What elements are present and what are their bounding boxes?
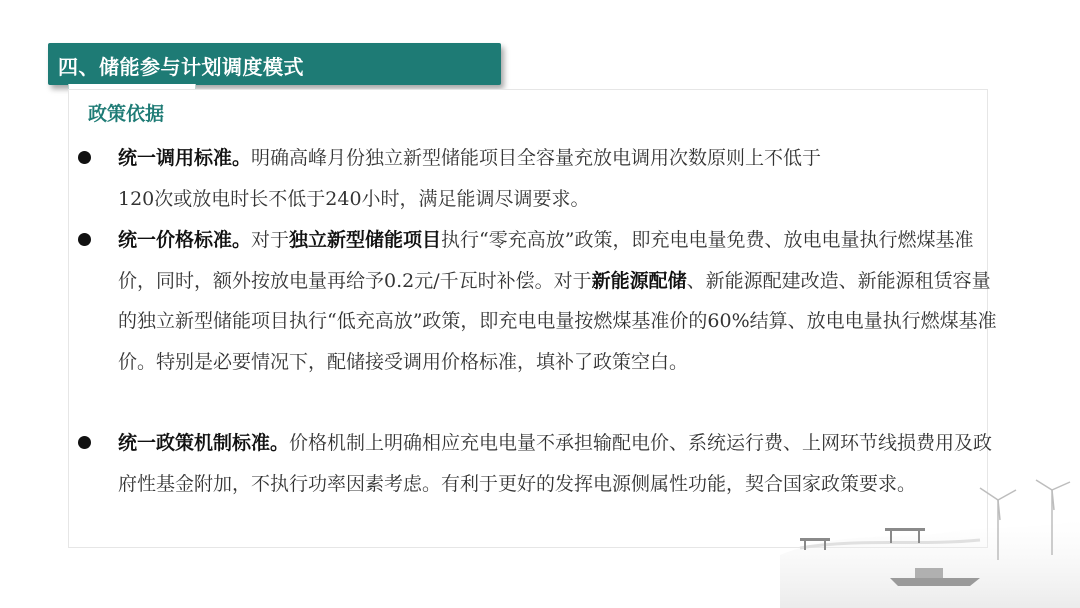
bullet-text <box>118 138 998 219</box>
bullet-body: 执行“零充高放”政策，即充电电量免费、放电电量执行燃煤基准价，同时，额外按放电量再给予0.2元/千瓦时补偿。对于 <box>118 229 974 292</box>
page-title: 四、储能参与计划调度模式 <box>58 55 304 79</box>
bullet-dot-icon <box>78 151 91 164</box>
bullet-dot-icon <box>78 436 91 449</box>
header-band <box>48 43 501 85</box>
bullet-body: 价格机制上明确相应充电电量不承担输配电价、系统运行费、上网环节线损费用及政府性基金附加，不执行功率因素考虑。有利于更好的发挥电源侧属性功能，契合国家政策要求。 <box>118 432 993 495</box>
bullet-body-line-2: 120次或放电时长不低于240小时，满足能调尽调要求。 <box>118 187 590 210</box>
emphasis-new-energy-storage: 新能源配储 <box>591 269 687 292</box>
bullet-dot-icon <box>78 233 91 246</box>
section-label: 政策依据 <box>88 103 165 125</box>
bullet-heading: 统一调用标准。 <box>118 147 252 169</box>
bullet-heading: 统一价格标准。 <box>118 229 252 251</box>
landscape-decoration <box>780 460 1080 608</box>
emphasis-independent-storage: 独立新型储能项目 <box>289 229 442 251</box>
bullet-heading: 统一政策机制标准。 <box>118 432 290 454</box>
bullet-body: 对于 <box>251 229 290 251</box>
bullet-body: 、新能源配建改造、新能源租赁容量的独立新型储能项目执行“低充高放”政策，即充电电量按燃煤基准价的60%结算、放电电量执行燃煤基准价。特别是必要情况下，配储接受调用价格标准，填补了政策空白。 <box>118 269 997 373</box>
bullet-text <box>118 220 998 382</box>
bullet-body-line-1: 明确高峰月份独立新型储能项目全容量充放电调用次数原则上不低于 <box>251 147 822 169</box>
